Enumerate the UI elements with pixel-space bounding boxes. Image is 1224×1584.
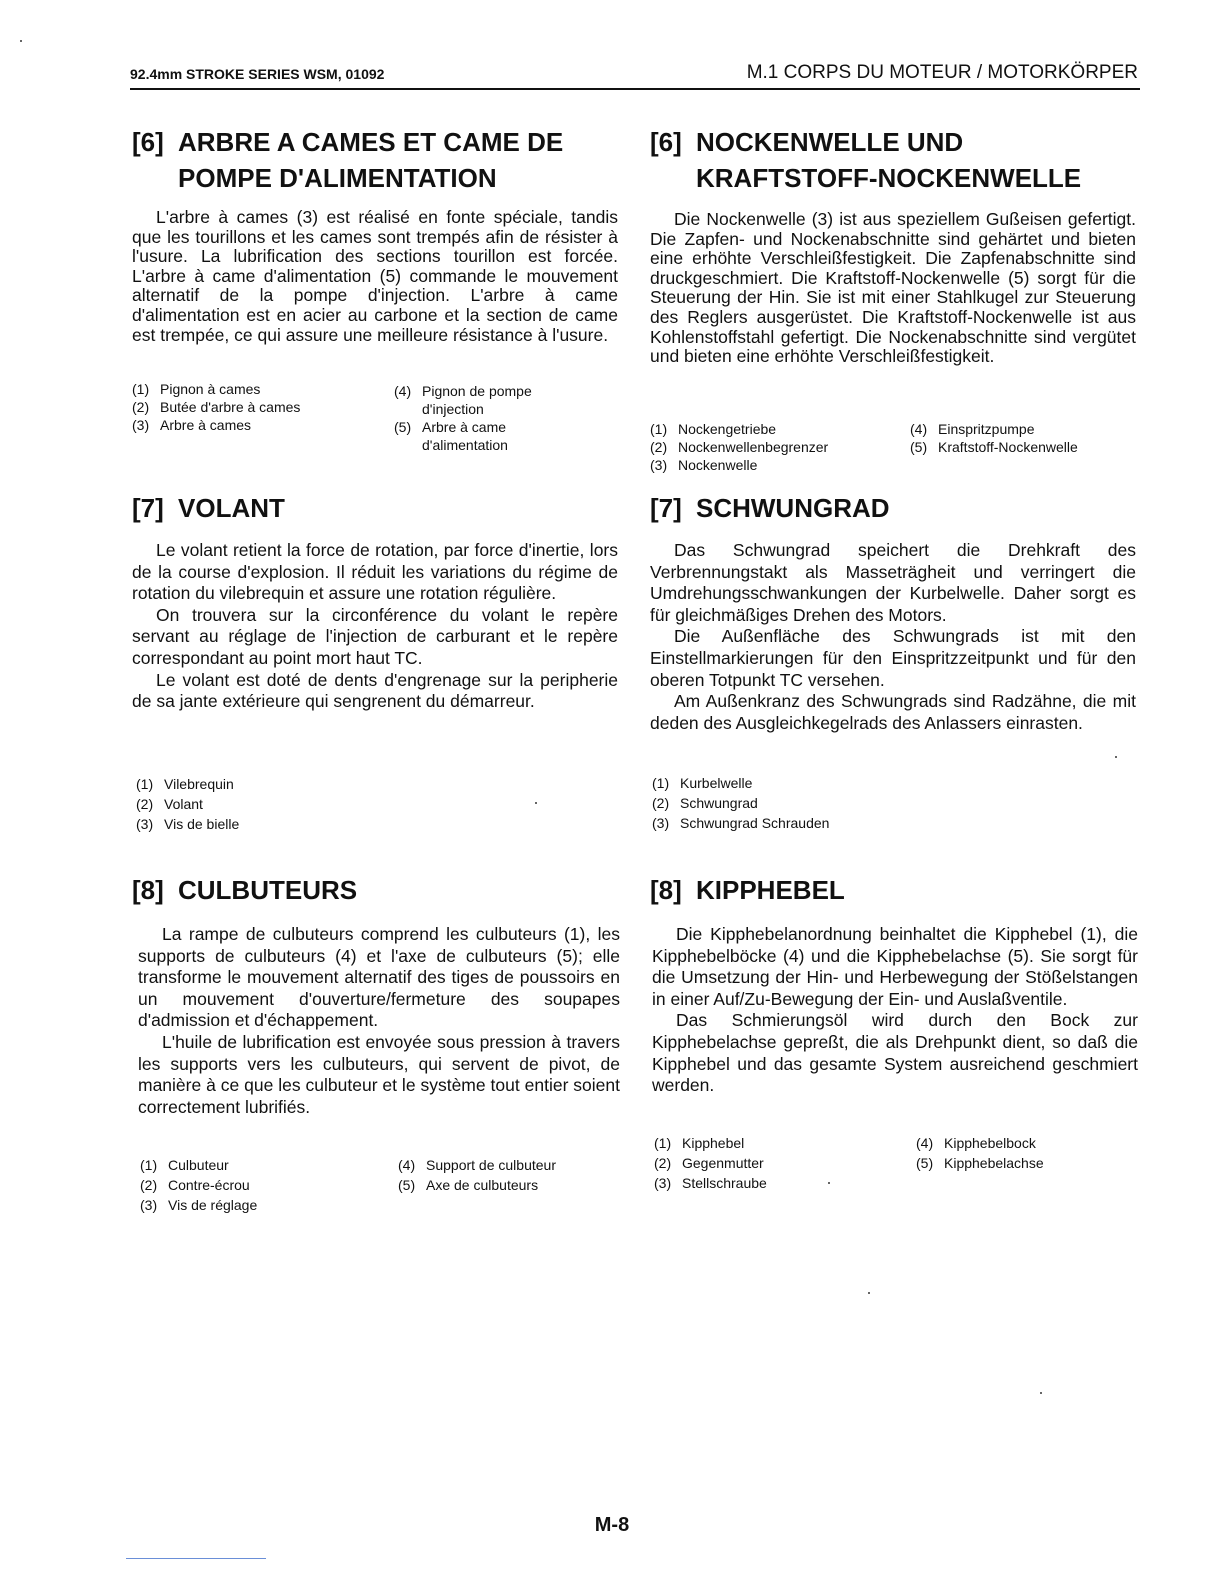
scan-speck — [868, 1292, 870, 1294]
legend-item: (2) Butée d'arbre à cames — [132, 399, 301, 415]
paragraph: Die Nockenwelle (3) ist aus speziellem Gußeisen gefertigt. Die Zapfen- und Nockenabschnitte sind gehärtet und bieten eine erhöhte Verschleißfestigkeit. Die Zapfenabschnitte sind druckgeschmiert. Die Kraftstoff-Nockenwelle (5) sorgt für die Steuerung der Hin. Sie ist mit einer Stahlkugel zur Steuerung des Reglers ausgerüstet. Die Kraftstoff-Nockenwelle ist aus Kohlenstoffstahl gefertigt. Die Nockenabschnitte sind vergütet und bieten eine erhöhte Verschleißfestigkeit. — [650, 209, 1136, 367]
legend-item: (5) Axe de culbuteurs — [398, 1177, 539, 1193]
fr-section-6-title — [132, 124, 618, 196]
header-rule — [130, 88, 1140, 90]
paragraph: L'arbre à cames (3) est réalisé en fonte spéciale, tandis que les tourillons et les cames sont trempés afin de résister à l'usure. La lubrification des sections tourillon est forcée. L'arbre à came d'alimentation (5) commande le mouvement alternatif de la pompe d'injection. L'arbre à came d'alimentation est en acier au carbone et la section de came est trempée, ce qui assure une meilleure résistance à l'usure. — [132, 207, 618, 345]
legend-item: (2) Schwungrad — [652, 795, 758, 811]
fr-section-8-legend — [140, 1156, 620, 1216]
title-line-1: NOCKENWELLE UND — [696, 127, 964, 157]
de-section-7-body — [650, 540, 1136, 734]
paragraph: Das Schwungrad speichert die Drehkraft des Verbrennungstakt als Masseträgheit und verringert die Umdrehungsschwankungen der Kurbelwelle. Daher sorgt es für gleichmäßiges Drehen des Motors. — [650, 540, 1136, 625]
legend-item: (3) Arbre à cames — [132, 417, 252, 433]
legend-item: (5) Kipphebelachse — [916, 1155, 1044, 1171]
legend-item: (2) Volant — [136, 796, 203, 812]
paragraph: Le volant est doté de dents d'engrenage sur la peripherie de sa jante extérieure qui sengrenent du démarreur. — [132, 669, 618, 712]
page-number: M-8 — [594, 1514, 630, 1536]
legend-item: (5) Kraftstoff-Nockenwelle — [910, 439, 1078, 455]
scan-speck — [828, 1182, 830, 1184]
title-line-2: KRAFTSTOFF-NOCKENWELLE — [696, 163, 1082, 193]
legend-item: (5) Arbre à came d'alimentation — [394, 419, 508, 453]
title: SCHWUNGRAD — [696, 493, 890, 523]
de-section-6-body — [650, 210, 1136, 367]
scan-speck — [1040, 1392, 1042, 1394]
edge-line — [126, 1558, 266, 1559]
legend-item: (4) Support de culbuteur — [398, 1157, 556, 1173]
section-number: [6] — [650, 127, 682, 157]
fr-section-8-title — [132, 872, 618, 908]
section-number: [8] — [650, 875, 682, 905]
de-section-8-title — [650, 872, 1136, 908]
de-section-7-legend — [652, 774, 952, 834]
scan-speck — [535, 802, 537, 804]
legend-item: (2) Contre-écrou — [140, 1177, 250, 1193]
legend-item: (3) Vis de bielle — [136, 816, 240, 832]
title: KIPPHEBEL — [696, 875, 845, 905]
header-chapter: M.1 CORPS DU MOTEUR / MOTORKÖRPER — [746, 62, 1138, 83]
fr-section-7-title — [132, 490, 618, 526]
de-section-8-body — [652, 924, 1138, 1097]
legend-item: (1) Pignon à cames — [132, 381, 261, 397]
legend-item: (1) Culbuteur — [140, 1157, 229, 1173]
paragraph: Die Außenfläche des Schwungrads ist mit den Einstellmarkierungen für den Einspritzzeitpunkt und für den oberen Totpunkt TC versehen. — [650, 626, 1136, 690]
legend-item: (3) Schwungrad Schrauden — [652, 815, 830, 831]
legend-item: (3) Stellschraube — [654, 1175, 767, 1191]
paragraph: Am Außenkranz des Schwungrads sind Radzähne, die mit deden des Ausgleichkegelrads des Anlassers einrasten. — [650, 691, 1136, 733]
fr-section-6-legend — [132, 380, 618, 460]
header-series: 92.4mm STROKE SERIES WSM, 01092 — [130, 66, 385, 82]
de-section-6-legend — [650, 420, 1136, 480]
section-number: [7] — [132, 493, 164, 523]
section-number: [8] — [132, 875, 164, 905]
title: VOLANT — [178, 493, 285, 523]
paragraph: La rampe de culbuteurs comprend les culbuteurs (1), les supports de culbuteurs (4) et l'axe de culbuteurs (5); elle transforme le mouvement alternatif des tiges de poussoirs en un mouvement d'ouverture/fermeture des soupapes d'admission et d'échappement. — [138, 924, 620, 1031]
scan-speck — [1115, 756, 1117, 758]
fr-section-8-body — [138, 924, 620, 1118]
de-section-7-title — [650, 490, 1136, 526]
title: CULBUTEURS — [178, 875, 358, 905]
legend-item: (3) Nockenwelle — [650, 457, 758, 473]
de-section-8-legend — [654, 1134, 1134, 1194]
paragraph: On trouvera sur la circonférence du volant le repère servant au réglage de l'injection de carburant et le repère correspondant au point mort haut TC. — [132, 604, 618, 668]
section-number: [7] — [650, 493, 682, 523]
legend-item: (4) Pignon de pompe d'injection — [394, 383, 532, 417]
fr-section-6-body — [132, 208, 618, 345]
legend-item: (1) Kipphebel — [654, 1135, 745, 1151]
de-section-6-title — [650, 124, 1136, 196]
scan-speck — [20, 40, 22, 42]
legend-item: (1) Nockengetriebe — [650, 421, 777, 437]
legend-item: (1) Kurbelwelle — [652, 775, 753, 791]
paragraph: L'huile de lubrification est envoyée sous pression à travers les supports vers les culbuteurs, qui servent de pivot, de manière à ce que les culbuteur et le système tout entier soient correctement lubrifiés. — [138, 1031, 620, 1117]
legend-item: (3) Vis de réglage — [140, 1197, 258, 1213]
fr-section-7-legend — [136, 775, 436, 835]
paragraph: Die Kipphebelanordnung beinhaltet die Kipphebel (1), die Kipphebelböcke (4) und die Kipphebelachse (5). Sie sorgt für die Umsetzung der Hin- und Herbewegung der Stößelstangen in einer Auf/Zu-Bewegung der Ein- und Auslaßventile. — [652, 924, 1138, 1009]
title-line-2: POMPE D'ALIMENTATION — [178, 163, 497, 193]
paragraph: Le volant retient la force de rotation, par force d'inertie, lors de la course d'explosion. Il réduit les variations du régime de rotation du vilebrequin et assure une rotation régulière. — [132, 540, 618, 604]
legend-item: (2) Gegenmutter — [654, 1155, 764, 1171]
legend-item: (4) Einspritzpumpe — [910, 421, 1035, 437]
legend-item: (2) Nockenwellenbegrenzer — [650, 439, 829, 455]
legend-item: (1) Vilebrequin — [136, 776, 234, 792]
section-number: [6] — [132, 127, 164, 157]
title-line-1: ARBRE A CAMES ET CAME DE — [178, 127, 564, 157]
paragraph: Das Schmierungsöl wird durch den Bock zur Kipphebelachse gepreßt, die als Drehpunkt dient, so daß die Kipphebel und das gesamte System ausreichend geschmiert werden. — [652, 1010, 1138, 1096]
fr-section-7-body — [132, 540, 618, 713]
legend-item: (4) Kipphebelbock — [916, 1135, 1036, 1151]
